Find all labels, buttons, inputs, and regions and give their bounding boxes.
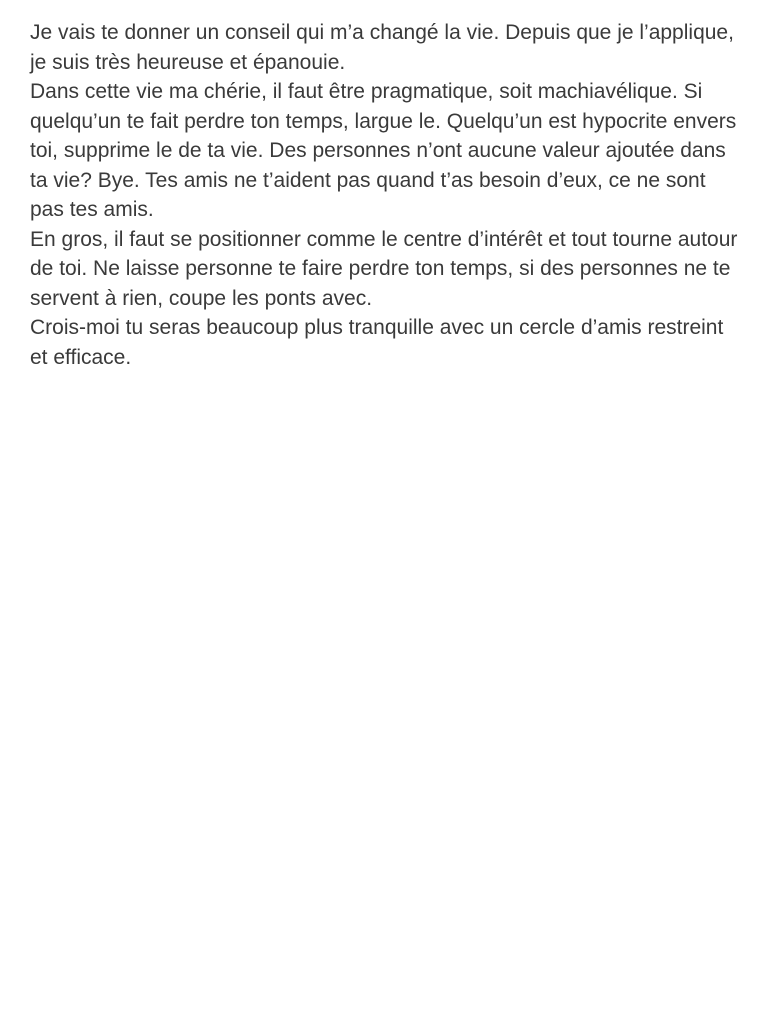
note-paragraph: Je vais te donner un conseil qui m’a changé la vie. Depuis que je l’applique, je suis très heureuse et épanouie.: [30, 21, 734, 74]
note-paragraph: En gros, il faut se positionner comme le centre d’intérêt et tout tourne autour de toi. Ne laisse personne te faire perdre ton temps, si des personnes ne te servent à rien, coupe les ponts avec.: [30, 227, 738, 310]
note-paragraph: Dans cette vie ma chérie, il faut être pragmatique, soit machiavélique. Si quelqu’un te fait perdre ton temps, largue le. Quelqu’un est hypocrite envers toi, supprime le de ta vie. Des personnes n’ont aucune valeur ajoutée dans ta vie? Bye. Tes amis ne t’aident pas quand t’as besoin d’eux, ce ne sont pas tes amis.: [30, 80, 737, 221]
note-paragraph: Crois-moi tu seras beaucoup plus tranquille avec un cercle d’amis restreint et efficace.: [30, 316, 724, 369]
